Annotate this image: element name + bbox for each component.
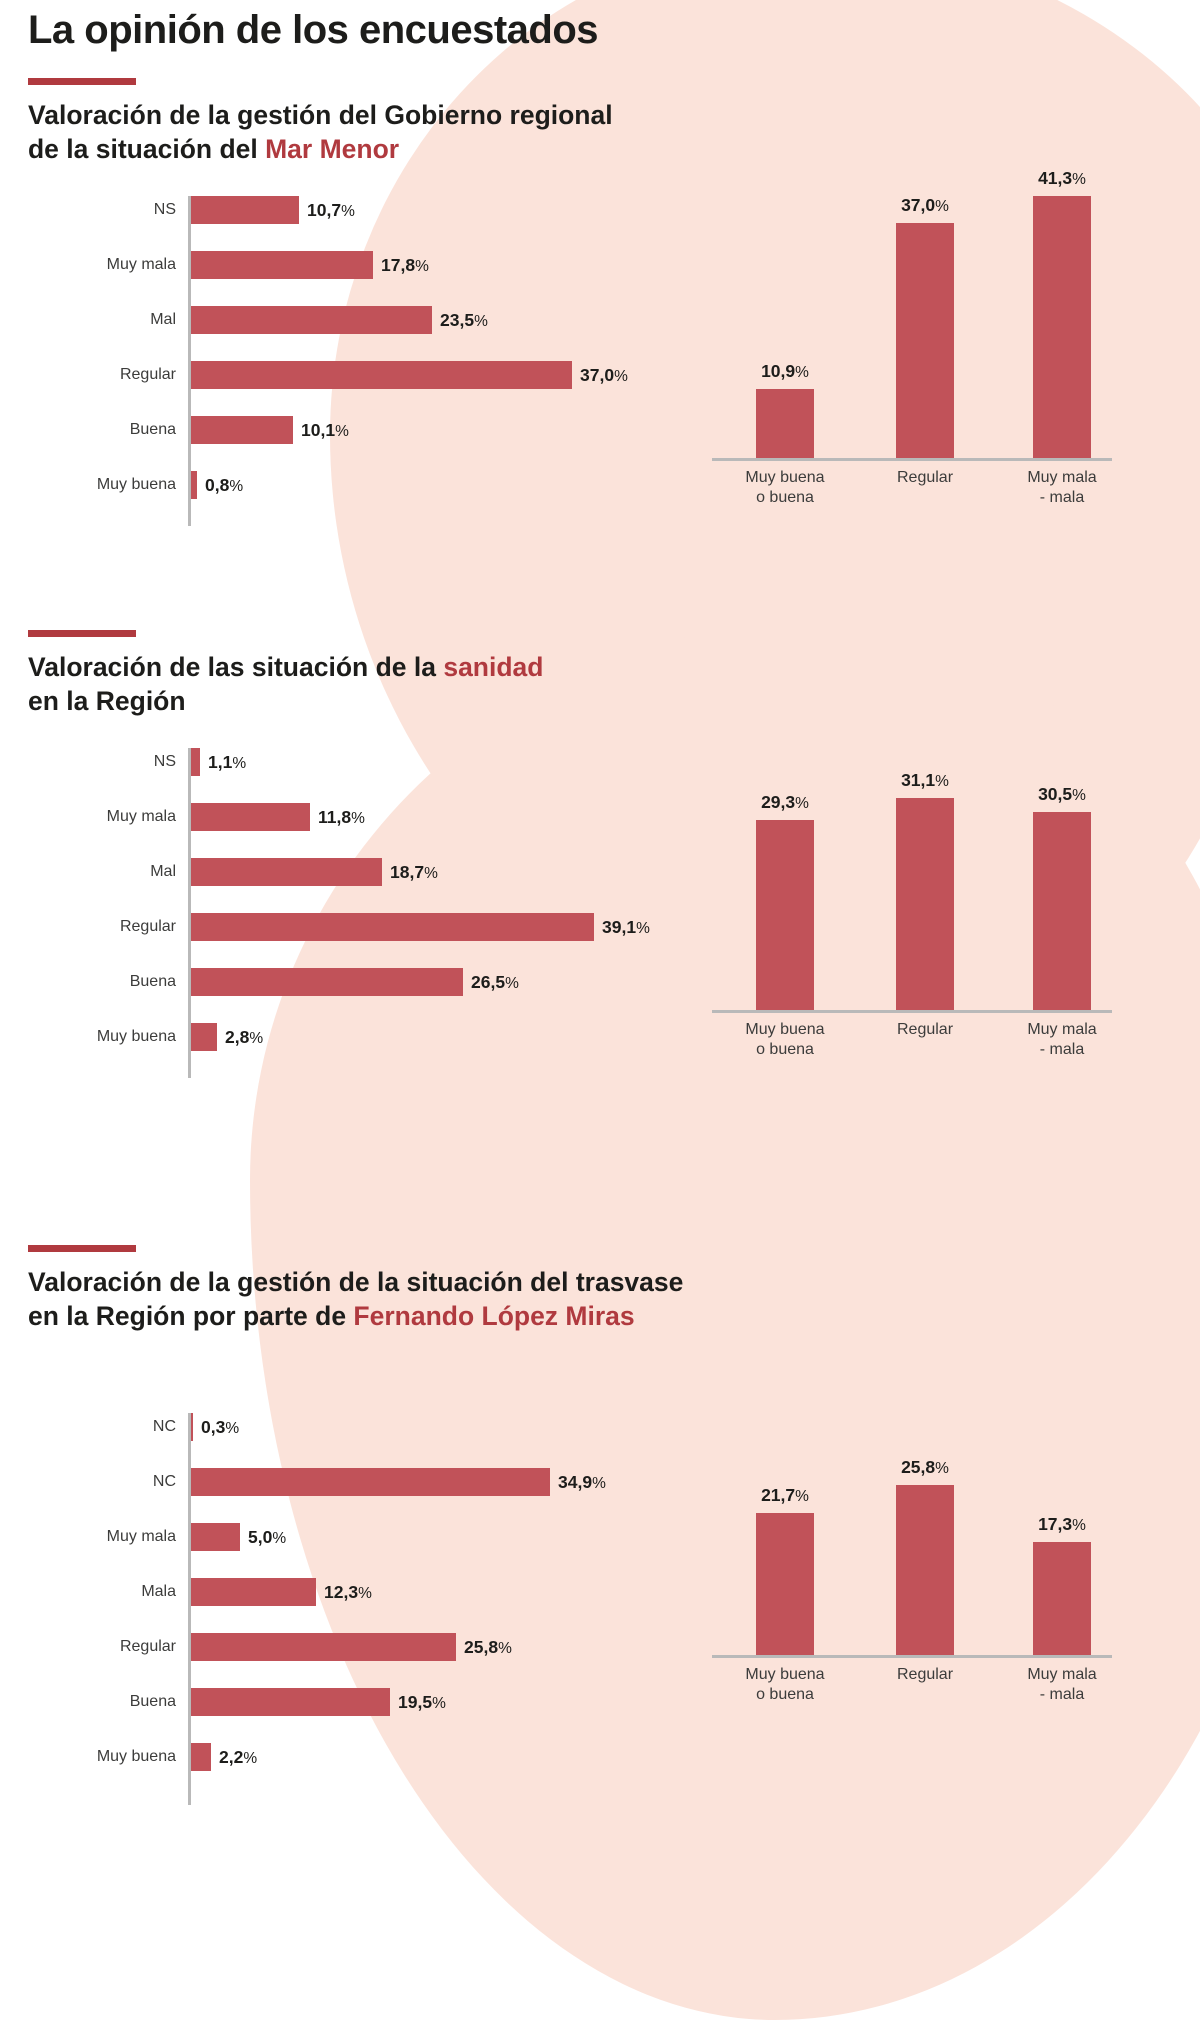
chart-trasvase-vertical xyxy=(712,1457,1112,1703)
bar xyxy=(756,389,814,458)
bar xyxy=(896,1485,954,1655)
section-title-line2-pre: en la Región por parte de xyxy=(28,1300,354,1331)
bar xyxy=(896,223,954,458)
bar-label: NS xyxy=(153,753,176,770)
bar-value: 31,1% xyxy=(901,770,949,790)
bar xyxy=(188,1743,211,1771)
bar xyxy=(188,913,594,941)
bar-value: 29,3% xyxy=(761,792,809,812)
bar-category-label xyxy=(850,1020,1000,1040)
bar-value: 18,7% xyxy=(390,861,438,882)
table-row xyxy=(28,913,668,941)
horizontal-axis-line xyxy=(188,196,191,526)
bar-value: 37,0% xyxy=(580,364,628,385)
section-rule xyxy=(28,1245,136,1252)
bar-category-label xyxy=(987,1665,1137,1705)
bar-value: 39,1% xyxy=(602,916,650,937)
category-line1: Muy mala xyxy=(1027,469,1097,486)
bar-label: Mal xyxy=(150,311,176,328)
bar-value: 12,3% xyxy=(324,1581,372,1602)
bar-label: Regular xyxy=(119,918,176,935)
table-row xyxy=(28,1743,668,1771)
table-row xyxy=(28,196,668,224)
table-row xyxy=(28,858,668,886)
bar-category-label xyxy=(710,1665,860,1705)
bar-value: 10,7% xyxy=(307,199,355,220)
category-line1: Muy buena xyxy=(745,1666,825,1683)
category-line2: - mala xyxy=(1039,489,1085,506)
bar-group xyxy=(740,792,830,1010)
section-rule xyxy=(28,78,136,85)
bar xyxy=(188,196,299,224)
vertical-axis-line xyxy=(712,1655,1112,1658)
bar xyxy=(188,803,310,831)
table-row xyxy=(28,1523,668,1551)
bar xyxy=(188,1578,316,1606)
bar-label: NS xyxy=(153,201,176,218)
bar-value: 25,8% xyxy=(901,1457,949,1477)
section-trasvase xyxy=(0,1245,1200,1767)
category-line2: o buena xyxy=(756,489,814,506)
bar-value: 25,8% xyxy=(464,1636,512,1657)
bar-category-label xyxy=(987,468,1137,508)
bar-value: 1,1% xyxy=(208,751,247,772)
bar-label: Regular xyxy=(119,366,176,383)
bar xyxy=(1033,196,1091,458)
section-title-highlight: Fernando López Miras xyxy=(353,1300,635,1331)
category-line1: Regular xyxy=(896,1021,954,1038)
bar xyxy=(188,416,293,444)
bar-label: Mala xyxy=(141,1583,176,1600)
bar-value: 2,2% xyxy=(219,1746,258,1767)
chart-sanidad-horizontal xyxy=(28,748,668,1088)
chart-mar-menor-vertical xyxy=(712,168,1112,506)
section-title-line1: Valoración de la gestión de la situación del trasvase xyxy=(28,1267,684,1297)
category-line1: Muy buena xyxy=(745,469,825,486)
bar-value: 23,5% xyxy=(440,309,488,330)
table-row xyxy=(28,1578,668,1606)
section-title-sanidad xyxy=(28,651,928,719)
table-row xyxy=(28,1633,668,1661)
bar-group xyxy=(740,361,830,458)
chart-sanidad-vertical xyxy=(712,770,1112,1058)
bar-group xyxy=(1017,1514,1107,1655)
bar xyxy=(188,1688,390,1716)
bar-label: Muy mala xyxy=(106,1528,176,1545)
table-row xyxy=(28,1468,668,1496)
bar-group xyxy=(880,770,970,1010)
category-line1: Muy buena xyxy=(745,1021,825,1038)
bar-category-label xyxy=(987,1020,1137,1060)
bar-label: Buena xyxy=(129,1693,176,1710)
bar-value: 17,3% xyxy=(1038,1514,1086,1534)
category-line1: Regular xyxy=(896,1666,954,1683)
section-title-line2: en la Región xyxy=(28,685,186,716)
bar xyxy=(188,1633,456,1661)
table-row xyxy=(28,968,668,996)
bar-category-label xyxy=(850,468,1000,488)
bar-group xyxy=(740,1485,830,1655)
bar-value: 41,3% xyxy=(1038,168,1086,188)
section-title-mar-menor xyxy=(28,99,928,167)
bar-label: Muy mala xyxy=(106,808,176,825)
horizontal-axis-line xyxy=(188,1413,191,1805)
bar-category-label xyxy=(850,1665,1000,1685)
table-row xyxy=(28,361,668,389)
bar xyxy=(188,306,432,334)
bar-value: 10,1% xyxy=(301,419,349,440)
page-title: La opinión de los encuestados xyxy=(28,8,599,52)
bar xyxy=(188,361,572,389)
bar-value: 26,5% xyxy=(471,971,519,992)
bar xyxy=(188,1523,240,1551)
section-title-highlight: Mar Menor xyxy=(265,133,400,164)
bar-category-label xyxy=(710,1020,860,1060)
bar-value: 5,0% xyxy=(248,1526,287,1547)
bar-label: Muy buena xyxy=(96,1748,176,1765)
bar-value: 0,8% xyxy=(205,474,244,495)
category-line2: - mala xyxy=(1039,1041,1085,1058)
table-row xyxy=(28,803,668,831)
bar xyxy=(188,858,382,886)
section-title-line1-pre: Valoración de las situación de la xyxy=(28,652,444,682)
bar-value: 30,5% xyxy=(1038,784,1086,804)
section-title-highlight: sanidad xyxy=(443,652,544,682)
bar-label: Buena xyxy=(129,421,176,438)
bar-label: Muy buena xyxy=(96,1028,176,1045)
table-row xyxy=(28,416,668,444)
category-line2: o buena xyxy=(756,1041,814,1058)
bar xyxy=(896,798,954,1010)
bar-value: 2,8% xyxy=(225,1026,264,1047)
bar-label: Buena xyxy=(129,973,176,990)
chart-mar-menor-horizontal xyxy=(28,196,668,536)
table-row xyxy=(28,251,668,279)
bar-value: 0,3% xyxy=(201,1416,240,1437)
bar-label: NC xyxy=(152,1473,176,1490)
section-title-trasvase xyxy=(28,1266,928,1334)
bar xyxy=(756,820,814,1010)
bar xyxy=(188,968,463,996)
category-line1: Regular xyxy=(896,469,954,486)
section-mar-menor xyxy=(0,78,1200,506)
table-row xyxy=(28,1023,668,1051)
category-line1: Muy mala xyxy=(1027,1021,1097,1038)
section-title-line2-pre: de la situación del xyxy=(28,133,266,164)
bar-group xyxy=(880,195,970,458)
bar-value: 19,5% xyxy=(398,1691,446,1712)
chart-trasvase-horizontal xyxy=(28,1413,668,1813)
bar-label: Mal xyxy=(150,863,176,880)
table-row xyxy=(28,471,668,499)
bar xyxy=(756,1513,814,1655)
section-sanidad xyxy=(0,630,1200,1058)
bar-label: Muy buena xyxy=(96,476,176,493)
vertical-axis-line xyxy=(712,1010,1112,1013)
bar-value: 10,9% xyxy=(761,361,809,381)
bar-value: 37,0% xyxy=(901,195,949,215)
category-line2: o buena xyxy=(756,1686,814,1703)
category-line2: - mala xyxy=(1039,1686,1085,1703)
bar-value: 34,9% xyxy=(558,1471,606,1492)
bar-group xyxy=(1017,168,1107,458)
bar-group xyxy=(880,1457,970,1655)
bar-category-label xyxy=(710,468,860,508)
bar-group xyxy=(1017,784,1107,1010)
bar-value: 21,7% xyxy=(761,1485,809,1505)
section-title-line1: Valoración de la gestión del Gobierno regional xyxy=(28,100,613,130)
bar xyxy=(188,1468,550,1496)
section-rule xyxy=(28,630,136,637)
vertical-axis-line xyxy=(712,458,1112,461)
bar xyxy=(188,251,373,279)
bar xyxy=(1033,1542,1091,1655)
table-row xyxy=(28,1413,668,1441)
table-row xyxy=(28,748,668,776)
bar-value: 17,8% xyxy=(381,254,429,275)
bar-label: Muy mala xyxy=(106,256,176,273)
bar xyxy=(1033,812,1091,1010)
bar-value: 11,8% xyxy=(318,806,365,827)
bar-label: NC xyxy=(152,1418,176,1435)
horizontal-axis-line xyxy=(188,748,191,1078)
bar-label: Regular xyxy=(119,1638,176,1655)
bar xyxy=(188,1023,217,1051)
table-row xyxy=(28,306,668,334)
category-line1: Muy mala xyxy=(1027,1666,1097,1683)
table-row xyxy=(28,1688,668,1716)
